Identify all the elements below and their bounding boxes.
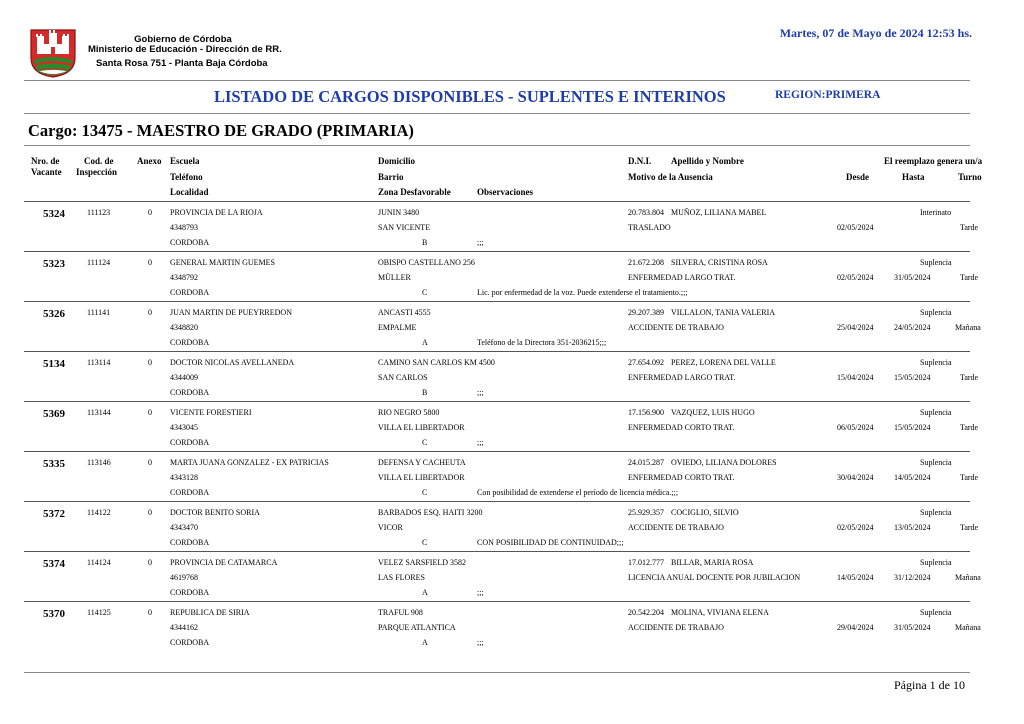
turno: Mañana	[955, 323, 981, 332]
escuela: JUAN MARTIN DE PUEYRREDON	[170, 308, 292, 317]
anexo: 0	[148, 258, 152, 267]
turno: Tarde	[960, 473, 979, 482]
tipo-reemplazo: Suplencia	[920, 608, 952, 617]
apellido-nombre: COCIGLIO, SILVIO	[671, 508, 739, 517]
escuela: PROVINCIA DE LA RIOJA	[170, 208, 263, 217]
region-label: REGION:PRIMERA	[775, 89, 881, 101]
page-indicator: Página 1 de 10	[894, 678, 965, 692]
telefono: 4343128	[170, 473, 198, 482]
turno: Tarde	[960, 523, 979, 532]
zona: A	[422, 638, 428, 647]
escuela: DOCTOR BENITO SORIA	[170, 508, 260, 517]
dni: 27.654.092	[628, 358, 664, 367]
localidad: CORDOBA	[170, 388, 210, 397]
hasta: 15/05/2024	[894, 373, 931, 382]
zona: A	[422, 338, 428, 347]
domicilio: OBISPO CASTELLANO 256	[378, 258, 475, 267]
table-row[interactable]	[24, 502, 979, 552]
vacante-number: 5374	[43, 558, 65, 570]
telefono: 4343470	[170, 523, 198, 532]
table-row[interactable]	[24, 402, 979, 452]
motivo: ACCIDENTE DE TRABAJO	[628, 623, 724, 632]
domicilio: DEFENSA Y CACHEUTA	[378, 458, 466, 467]
tipo-reemplazo: Suplencia	[920, 358, 952, 367]
col-escuela: Escuela	[170, 156, 200, 166]
telefono: 4348820	[170, 323, 198, 332]
cod-inspeccion: 111124	[87, 258, 111, 267]
barrio: VICOR	[378, 523, 403, 532]
desde: 14/05/2024	[837, 573, 874, 582]
hasta: 14/05/2024	[894, 473, 931, 482]
cod-inspeccion: 111123	[87, 208, 111, 217]
barrio: VILLA EL LIBERTADOR	[378, 473, 465, 482]
motivo: LICENCIA ANUAL DOCENTE POR JUBILACION	[628, 573, 801, 582]
header-divider	[24, 80, 970, 81]
anexo: 0	[148, 208, 152, 217]
col-apellido: Apellido y Nombre	[671, 156, 744, 166]
zona: A	[422, 588, 428, 597]
anexo: 0	[148, 458, 152, 467]
apellido-nombre: BILLAR, MARIA ROSA	[671, 558, 754, 567]
print-date: Martes, 07 de Mayo de 2024 12:53 hs.	[779, 26, 972, 40]
escuela: GENERAL MARTIN GUEMES	[170, 258, 275, 267]
col-desde: Desde	[846, 172, 869, 182]
col-nro-line2: Vacante	[31, 167, 62, 177]
tipo-reemplazo: Suplencia	[920, 258, 952, 267]
dni: 29.207.389	[628, 308, 664, 317]
barrio: SAN VICENTE	[378, 223, 431, 232]
apellido-nombre: MOLINA, VIVIANA ELENA	[671, 608, 769, 617]
col-telefono: Teléfono	[170, 172, 203, 182]
table-row[interactable]	[24, 302, 981, 352]
apellido-nombre: OVIEDO, LILIANA DOLORES	[671, 458, 777, 467]
header-ministry: Ministerio de Educación - Dirección de RR.	[88, 44, 282, 55]
col-localidad: Localidad	[170, 187, 209, 197]
dni: 17.012.777	[628, 558, 664, 567]
tipo-reemplazo: Suplencia	[920, 458, 952, 467]
localidad: CORDOBA	[170, 288, 210, 297]
desde: 25/04/2024	[837, 323, 874, 332]
observaciones: ;;;	[477, 238, 484, 247]
motivo: ACCIDENTE DE TRABAJO	[628, 323, 724, 332]
dni: 20.783.804	[628, 208, 664, 217]
zona: C	[422, 538, 428, 547]
col-cod-line1: Cod. de	[84, 156, 114, 166]
domicilio: TRAFUL 908	[378, 608, 423, 617]
domicilio: BARBADOS ESQ. HAITI 3200	[378, 508, 483, 517]
vacante-number: 5326	[43, 308, 65, 320]
tipo-reemplazo: Interinato	[920, 208, 952, 217]
hasta: 31/05/2024	[894, 623, 931, 632]
footer-divider	[24, 672, 970, 673]
col-anexo: Anexo	[137, 156, 162, 166]
barrio: SAN CARLOS	[378, 373, 428, 382]
desde: 02/05/2024	[837, 223, 874, 232]
desde: 29/04/2024	[837, 623, 874, 632]
col-barrio: Barrio	[378, 172, 404, 182]
motivo: ENFERMEDAD LARGO TRAT.	[628, 373, 736, 382]
turno: Tarde	[960, 423, 979, 432]
observaciones: ;;;	[477, 388, 484, 397]
anexo: 0	[148, 558, 152, 567]
header-government: Gobierno de Córdoba	[134, 34, 232, 45]
turno: Tarde	[960, 273, 979, 282]
localidad: CORDOBA	[170, 438, 210, 447]
apellido-nombre: VAZQUEZ, LUIS HUGO	[671, 408, 755, 417]
col-zona: Zona Desfavorable	[378, 187, 451, 197]
motivo: ENFERMEDAD LARGO TRAT.	[628, 273, 736, 282]
barrio: PARQUE ATLANTICA	[378, 623, 456, 632]
cod-inspeccion: 113114	[87, 358, 111, 367]
observaciones: ;;;	[477, 588, 484, 597]
col-observaciones: Observaciones	[477, 187, 533, 197]
vacante-number: 5323	[43, 258, 65, 270]
anexo: 0	[148, 358, 152, 367]
observaciones: Teléfono de la Directora 351-2036215;;;	[477, 338, 607, 347]
apellido-nombre: VILLALON, TANIA VALERIA	[671, 308, 776, 317]
telefono: 4344162	[170, 623, 198, 632]
anexo: 0	[148, 308, 152, 317]
cod-inspeccion: 113144	[87, 408, 111, 417]
zona: C	[422, 438, 428, 447]
motivo: ENFERMEDAD CORTO TRAT.	[628, 423, 735, 432]
anexo: 0	[148, 408, 152, 417]
escuela: MARTA JUANA GONZALEZ - EX PATRICIAS	[170, 458, 329, 467]
escuela: DOCTOR NICOLAS AVELLANEDA	[170, 358, 295, 367]
table-row[interactable]	[24, 452, 979, 502]
table-row[interactable]	[24, 202, 979, 252]
hasta: 31/12/2024	[894, 573, 931, 582]
cargo-divider	[24, 145, 970, 146]
observaciones: ;;;	[477, 438, 484, 447]
hasta: 15/05/2024	[894, 423, 931, 432]
domicilio: VELEZ SARSFIELD 3582	[378, 558, 466, 567]
tipo-reemplazo: Suplencia	[920, 408, 952, 417]
apellido-nombre: MUÑOZ, LILIANA MABEL	[671, 208, 767, 217]
table-row[interactable]	[24, 552, 981, 602]
vacante-number: 5370	[43, 608, 65, 620]
observaciones: Lic. por enfermedad de la voz. Puede extenderse el tratamiento.;;;	[477, 288, 688, 297]
motivo: ACCIDENTE DE TRABAJO	[628, 523, 724, 532]
motivo: ENFERMEDAD CORTO TRAT.	[628, 473, 735, 482]
dni: 24.015.287	[628, 458, 664, 467]
domicilio: ANCASTI 4555	[378, 308, 431, 317]
zona: B	[422, 238, 428, 247]
col-hasta: Hasta	[902, 172, 925, 182]
telefono: 4348793	[170, 223, 198, 232]
observaciones: CON POSIBILIDAD DE CONTINUIDAD;;;	[477, 538, 624, 547]
anexo: 0	[148, 608, 152, 617]
vacante-number: 5372	[43, 508, 65, 520]
dni: 17.156.900	[628, 408, 664, 417]
vacante-number: 5324	[43, 208, 65, 220]
cod-inspeccion: 114124	[87, 558, 111, 567]
barrio: EMPALME	[378, 323, 417, 332]
apellido-nombre: PEREZ, LORENA DEL VALLE	[671, 358, 776, 367]
escuela: VICENTE FORESTIERI	[170, 408, 252, 417]
col-nro-line1: Nro. de	[31, 156, 60, 166]
col-cod-line2: Inspección	[76, 167, 118, 177]
desde: 30/04/2024	[837, 473, 874, 482]
cod-inspeccion: 111141	[87, 308, 111, 317]
table-row[interactable]	[24, 352, 979, 402]
barrio: LAS FLORES	[378, 573, 425, 582]
col-domicilio: Domicilio	[378, 156, 415, 166]
domicilio: CAMINO SAN CARLOS KM 4500	[378, 358, 495, 367]
escuela: PROVINCIA DE CATAMARCA	[170, 558, 278, 567]
col-turno: Turno	[958, 172, 982, 182]
localidad: CORDOBA	[170, 488, 210, 497]
dni: 20.542.204	[628, 608, 664, 617]
escuela: REPUBLICA DE SIRIA	[170, 608, 250, 617]
zona: C	[422, 488, 428, 497]
observaciones: ;;;	[477, 638, 484, 647]
cordoba-government-logo-icon	[28, 24, 78, 78]
hasta: 31/05/2024	[894, 273, 931, 282]
desde: 02/05/2024	[837, 523, 874, 532]
turno: Tarde	[960, 373, 979, 382]
zona: B	[422, 388, 428, 397]
cod-inspeccion: 114125	[87, 608, 111, 617]
cargo-title: Cargo: 13475 - MAESTRO DE GRADO (PRIMARIA)	[28, 121, 414, 140]
desde: 06/05/2024	[837, 423, 874, 432]
localidad: CORDOBA	[170, 638, 210, 647]
hasta: 13/05/2024	[894, 523, 931, 532]
localidad: CORDOBA	[170, 588, 210, 597]
dni: 21.672.208	[628, 258, 664, 267]
col-reemplazo: El reemplazo genera un/a	[884, 156, 983, 166]
vacante-number: 5134	[43, 358, 65, 370]
tipo-reemplazo: Suplencia	[920, 508, 952, 517]
table-row[interactable]	[24, 252, 979, 302]
telefono: 4619768	[170, 573, 198, 582]
localidad: CORDOBA	[170, 338, 210, 347]
zona: C	[422, 288, 428, 297]
title-divider	[24, 113, 970, 114]
domicilio: RIO NEGRO 5800	[378, 408, 440, 417]
barrio: MÜLLER	[378, 273, 411, 282]
desde: 15/04/2024	[837, 373, 874, 382]
motivo: TRASLADO	[628, 223, 671, 232]
turno: Mañana	[955, 623, 981, 632]
localidad: CORDOBA	[170, 238, 210, 247]
anexo: 0	[148, 508, 152, 517]
report-title: LISTADO DE CARGOS DISPONIBLES - SUPLENTES E INTERINOS	[214, 87, 726, 106]
cod-inspeccion: 114122	[87, 508, 111, 517]
apellido-nombre: SILVERA, CRISTINA ROSA	[671, 258, 768, 267]
localidad: CORDOBA	[170, 538, 210, 547]
observaciones: Con posibilidad de extenderse el período de licencia médica.;;;	[477, 488, 679, 497]
desde: 02/05/2024	[837, 273, 874, 282]
telefono: 4344009	[170, 373, 198, 382]
vacante-number: 5335	[43, 458, 65, 470]
col-motivo: Motivo de la Ausencia	[628, 172, 713, 182]
dni: 25.929.357	[628, 508, 664, 517]
table-row[interactable]	[24, 602, 981, 652]
cod-inspeccion: 113146	[87, 458, 111, 467]
telefono: 4343045	[170, 423, 198, 432]
tipo-reemplazo: Suplencia	[920, 308, 952, 317]
barrio: VILLA EL LIBERTADOR	[378, 423, 465, 432]
vacante-number: 5369	[43, 408, 65, 420]
telefono: 4348792	[170, 273, 198, 282]
col-dni: D.N.I.	[628, 156, 652, 166]
tipo-reemplazo: Suplencia	[920, 558, 952, 567]
domicilio: JUNIN 3480	[378, 208, 420, 217]
hasta: 24/05/2024	[894, 323, 931, 332]
header-address: Santa Rosa 751 - Planta Baja Córdoba	[96, 58, 268, 69]
turno: Tarde	[960, 223, 979, 232]
turno: Mañana	[955, 573, 981, 582]
